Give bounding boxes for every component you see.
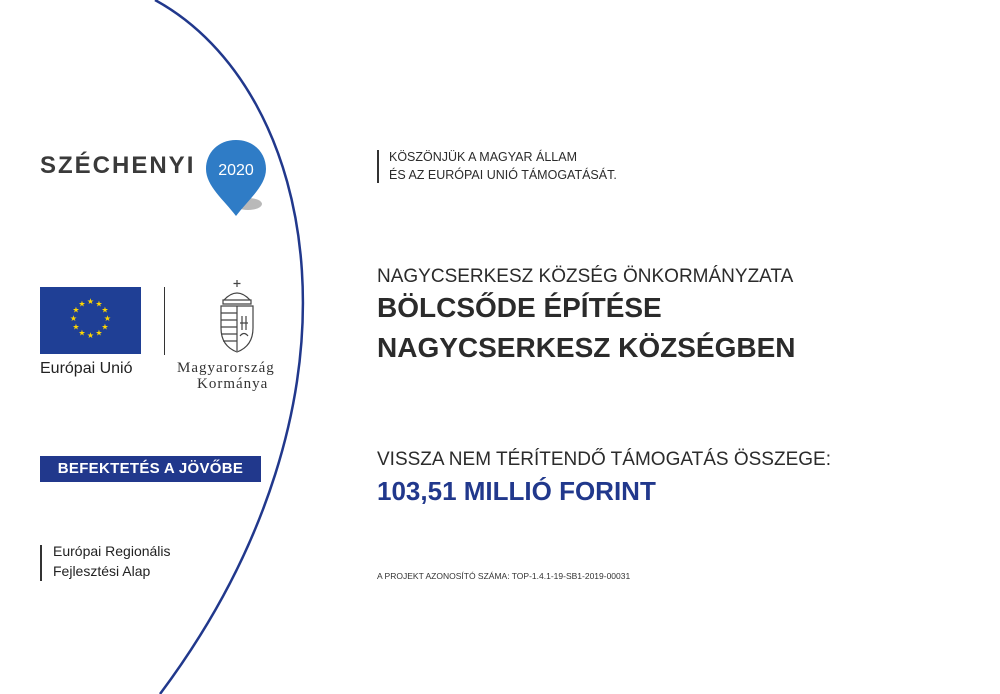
fund-label-line2: Fejlesztési Alap (53, 563, 151, 579)
svg-text:★: ★ (72, 305, 80, 315)
fund-label-line1: Európai Regionális (53, 543, 171, 559)
thanks-divider (377, 150, 379, 183)
thanks-line1: KÖSZÖNJÜK A MAGYAR ÁLLAM (389, 150, 578, 164)
support-amount: 103,51 MILLIÓ FORINT (377, 476, 656, 506)
government-label-line1: Magyarország (177, 360, 275, 376)
support-label: VISSZA NEM TÉRÍTENDŐ TÁMOGATÁS ÖSSZEGE: (377, 449, 831, 470)
svg-text:★: ★ (95, 328, 103, 338)
logo-divider (164, 287, 165, 355)
szechenyi-2020-pin-icon (204, 138, 268, 218)
svg-text:★: ★ (101, 305, 109, 315)
eu-stars-icon (40, 287, 141, 354)
svg-text:★: ★ (103, 314, 112, 323)
eu-flag (40, 287, 141, 354)
szechenyi-year: 2020 (218, 162, 254, 179)
svg-text:★: ★ (78, 299, 86, 309)
svg-text:★: ★ (86, 297, 95, 306)
invest-banner: BEFEKTETÉS A JÖVŐBE (40, 456, 261, 482)
beneficiary: NAGYCSERKESZ KÖZSÉG ÖNKORMÁNYZATA (377, 266, 794, 287)
svg-text:★: ★ (69, 314, 78, 323)
project-title-line1: BÖLCSŐDE ÉPÍTÉSE (377, 292, 662, 323)
hungarian-coat-of-arms-icon (215, 278, 259, 354)
government-label-line2: Kormánya (197, 376, 269, 392)
project-title-line2: NAGYCSERKESZ KÖZSÉGBEN (377, 332, 796, 363)
svg-text:★: ★ (72, 322, 80, 332)
szechenyi-logo-text: SZÉCHENYI (40, 152, 196, 179)
svg-text:★: ★ (86, 331, 95, 340)
fund-divider (40, 545, 42, 581)
svg-text:★: ★ (95, 299, 103, 309)
thanks-line2: ÉS AZ EURÓPAI UNIÓ TÁMOGATÁSÁT. (389, 168, 617, 182)
project-id: A PROJEKT AZONOSÍTÓ SZÁMA: TOP-1.4.1-19-SB1-2019-00031 (377, 571, 631, 581)
svg-text:★: ★ (101, 322, 109, 332)
svg-text:★: ★ (78, 328, 86, 338)
eu-label: Európai Unió (40, 360, 133, 377)
